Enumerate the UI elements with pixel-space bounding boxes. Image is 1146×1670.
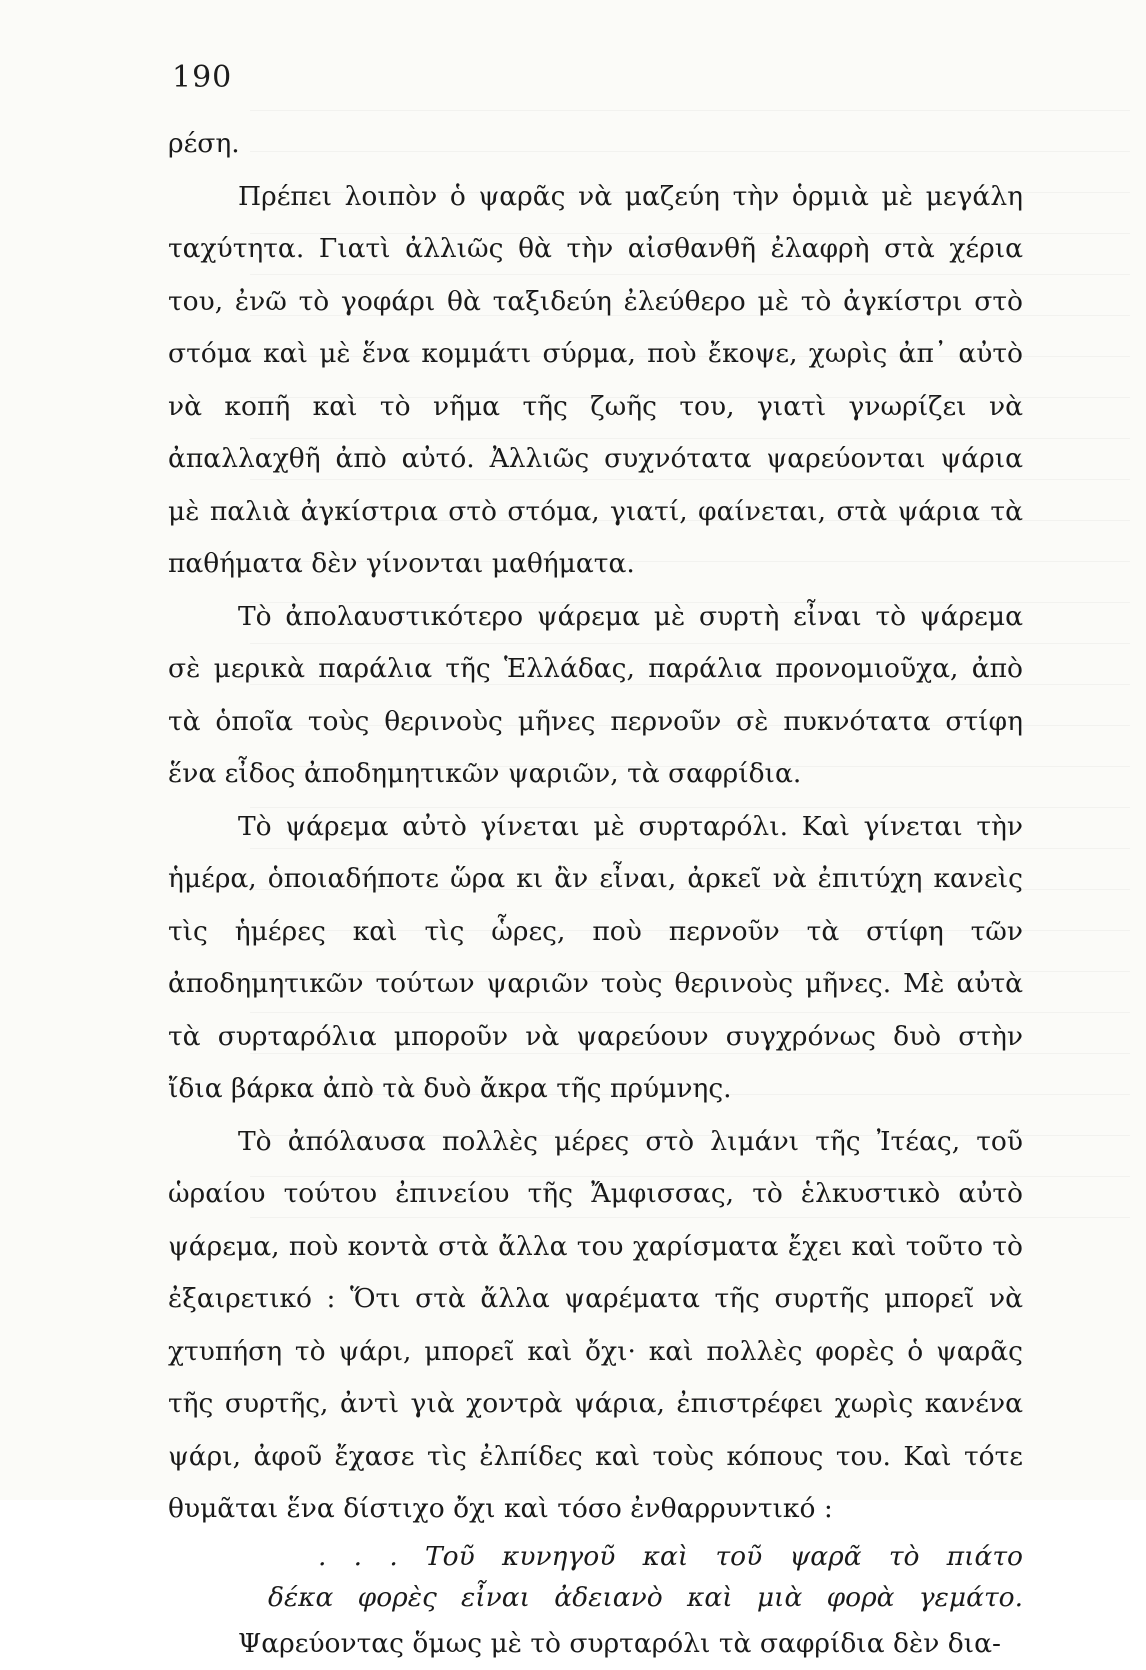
paragraph: Πρέπει λοιπὸν ὁ ψαρᾶς νὰ μαζεύη τὴν ὁρμιὰ μὲ μεγάλη ταχύτητα. Γιατὶ ἀλλιῶς θὰ τὴν αἰσθανθῆ ἐλαφρὴ στὰ χέρια του, ἐνῶ τὸ γοφάρι θὰ ταξιδεύη ἐλεύθερο μὲ τὸ ἀγκίστρι στὸ στόμα καὶ μὲ ἕνα κομμάτι σύρμα, ποὺ ἔκοψε, χωρὶς ἀπ᾽ αὐτὸ νὰ κοπῆ καὶ τὸ νῆμα τῆς ζωῆς του, γιατὶ γνωρίζει νὰ ἀπαλλαχθῆ ἀπὸ αὐτό. Ἀλλιῶς συχνότατα ψαρεύονται ψάρια μὲ παλιὰ ἀγκίστρια στὸ στόμα, γιατί, φαίνεται, στὰ ψάρια τὰ παθήματα δὲν γίνονται μαθήματα.: [168, 171, 1023, 591]
closing-line: Ψαρεύοντας ὅμως μὲ τὸ συρταρόλι τὰ σαφρίδια δὲν δια-: [168, 1618, 1023, 1670]
paragraph-continuation: ρέση.: [168, 118, 1023, 171]
verse-line: . . . Τοῦ κυνηγοῦ καὶ τοῦ ψαρᾶ τὸ πιάτο: [168, 1536, 1023, 1577]
page-number: 190: [172, 60, 232, 95]
paragraph: Τὸ ψάρεμα αὐτὸ γίνεται μὲ συρταρόλι. Καὶ γίνεται τὴν ἡμέρα, ὁποιαδήποτε ὥρα κι ἂν εἶναι, ἀρκεῖ νὰ ἐπιτύχη κανεὶς τὶς ἡμέρες καὶ τὶς ὧρες, ποὺ περνοῦν τὰ στίφη τῶν ἀποδημητικῶν τούτων ψαριῶν τοὺς θερινοὺς μῆνες. Μὲ αὐτὰ τὰ συρταρόλια μποροῦν νὰ ψαρεύουν συγχρόνως δυὸ στὴν ἴδια βάρκα ἀπὸ τὰ δυὸ ἄκρα τῆς πρύμνης.: [168, 801, 1023, 1116]
verse-line: δέκα φορὲς εἶναι ἀδειανὸ καὶ μιὰ φορὰ γεμάτο.: [168, 1577, 1023, 1618]
paragraph: Τὸ ἀπόλαυσα πολλὲς μέρες στὸ λιμάνι τῆς Ἰτέας, τοῦ ὡραίου τούτου ἐπινείου τῆς Ἄμφισσας, τὸ ἑλκυστικὸ αὐτὸ ψάρεμα, ποὺ κοντὰ στὰ ἄλλα του χαρίσματα ἔχει καὶ τοῦτο τὸ ἐξαιρετικό : Ὅτι στὰ ἄλλα ψαρέματα τῆς συρτῆς μπορεῖ νὰ χτυπήση τὸ ψάρι, μπορεῖ καὶ ὄχι· καὶ πολλὲς φορὲς ὁ ψαρᾶς τῆς συρτῆς, ἀντὶ γιὰ χοντρὰ ψάρια, ἐπιστρέφει χωρὶς κανένα ψάρι, ἀφοῦ ἔχασε τὶς ἐλπίδες καὶ τοὺς κόπους του. Καὶ τότε θυμᾶται ἕνα δίστιχο ὄχι καὶ τόσο ἐνθαρρυντικό :: [168, 1116, 1023, 1536]
paragraph: Τὸ ἀπολαυστικότερο ψάρεμα μὲ συρτὴ εἶναι τὸ ψάρεμα σὲ μερικὰ παράλια τῆς Ἑλλάδας, παράλια προνομιοῦχα, ἀπὸ τὰ ὁποῖα τοὺς θερινοὺς μῆνες περνοῦν σὲ πυκνότατα στίφη ἕνα εἶδος ἀποδημητικῶν ψαριῶν, τὰ σαφρίδια.: [168, 591, 1023, 801]
body-text: [168, 118, 1023, 1670]
